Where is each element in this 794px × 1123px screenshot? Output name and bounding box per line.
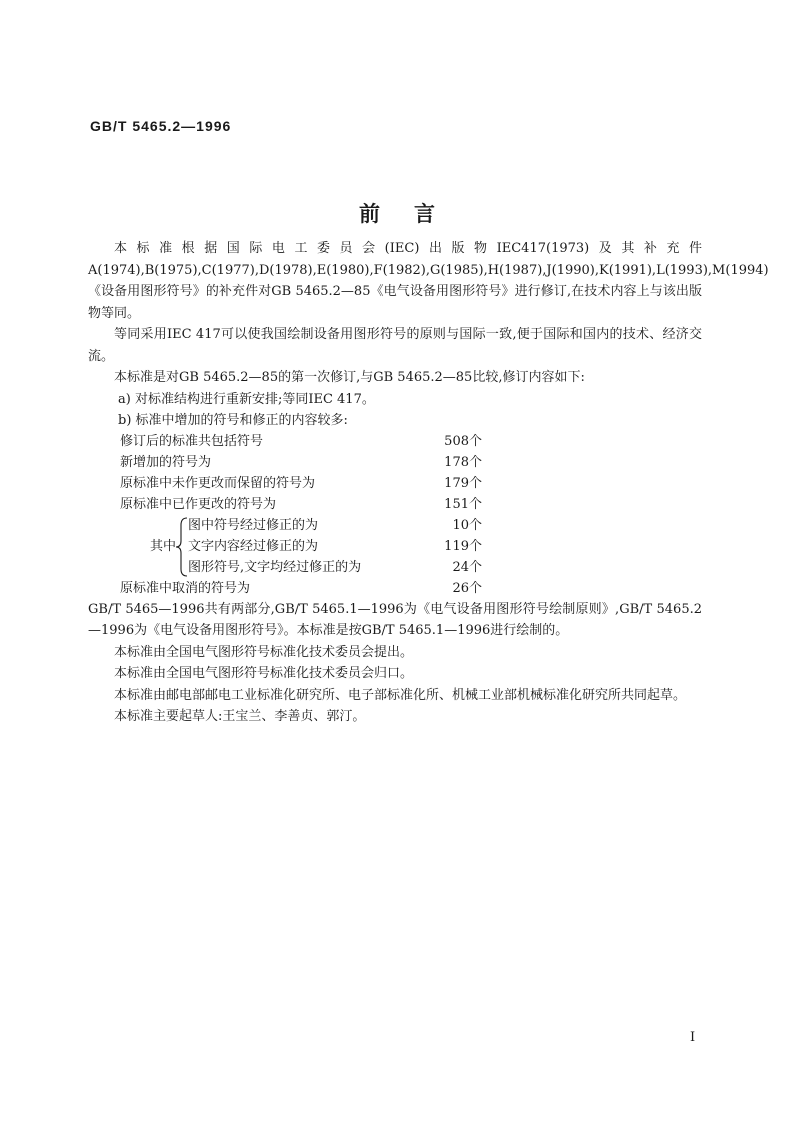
document-body	[88, 238, 769, 728]
paragraph: 等同采用IEC 417可以使我国绘制设备用图形符号的原则与国际一致,便于国际和国内的技术、经济交流。	[88, 327, 702, 364]
stat-row	[88, 578, 702, 599]
sub-stat-value: 119个	[444, 538, 482, 554]
stat-row	[88, 494, 702, 515]
paragraph: 本标准由邮电部邮电工业标准化研究所、电子部标准化所、机械工业部机械标准化研究所共同起草。	[114, 687, 687, 703]
sub-stat-label: 图中符号经过修正的为	[188, 517, 319, 533]
stat-label: 修订后的标准共包括符号	[120, 433, 264, 449]
stat-row	[88, 431, 702, 452]
sub-stat-label: 文字内容经过修正的为	[188, 538, 319, 554]
paragraph: 本标准根据国际电工委员会(IEC)出版物IEC417(1973)及其补充件A(1974),B(1975),C(1977),D(1978),E(1980),F(1982),G(1985),H(1987),J(1990),K(1991),L(1993),M(1994)《设备用图形符号》的补充件对GB 5465.2—85《电气设备用图形符号》进行修订,在技术内容上与该出版物等同。	[88, 241, 769, 321]
sub-stat-row	[188, 536, 488, 557]
sub-prefix: 其中	[150, 538, 177, 554]
paragraph: 本标准由全国电气图形符号标准化技术委员会归口。	[114, 666, 414, 681]
stat-value: 178个	[444, 454, 482, 470]
stat-value: 508个	[444, 433, 482, 449]
sub-stat-row	[188, 557, 488, 578]
page-title: 前言	[359, 201, 469, 226]
stat-value: 151个	[444, 496, 482, 512]
stat-label: 原标准中未作更改而保留的符号为	[120, 475, 316, 491]
sub-stats-group	[88, 515, 702, 578]
paragraph: 本标准由全国电气图形符号标准化技术委员会提出。	[114, 644, 414, 660]
sub-stat-value: 24个	[452, 559, 482, 575]
paragraph: GB/T 5465—1996共有两部分,GB/T 5465.1—1996为《电气设备用图形符号绘制原则》,GB/T 5465.2—1996为《电气设备用图形符号》。本标准是按GB/T 5465.1—1996进行绘制的。	[88, 601, 702, 638]
standard-code: GB/T 5465.2—1996	[90, 118, 232, 134]
list-item: b) 标准中增加的符号和修正的内容较多:	[118, 412, 348, 428]
paragraph: 本标准主要起草人:王宝兰、李善贞、郭汀。	[114, 709, 366, 724]
stat-value: 179个	[444, 475, 482, 491]
stat-value: 26个	[452, 580, 482, 596]
sub-stat-label: 图形符号,文字均经过修正的为	[188, 559, 362, 575]
list-item: a) 对标准结构进行重新安排;等同IEC 417。	[118, 391, 375, 407]
stat-row	[88, 473, 702, 494]
stat-row	[88, 452, 702, 473]
sub-stat-value: 10个	[452, 517, 482, 533]
stat-label: 新增加的符号为	[120, 454, 212, 470]
page-number: I	[690, 1030, 696, 1045]
paragraph: 本标准是对GB 5465.2—85的第一次修订,与GB 5465.2—85比较,修订内容如下:	[114, 370, 585, 385]
curly-brace-icon	[176, 517, 188, 577]
stat-label: 原标准中已作更改的符号为	[120, 496, 277, 512]
sub-stat-row	[188, 515, 488, 536]
stat-label: 原标准中取消的符号为	[120, 580, 251, 596]
